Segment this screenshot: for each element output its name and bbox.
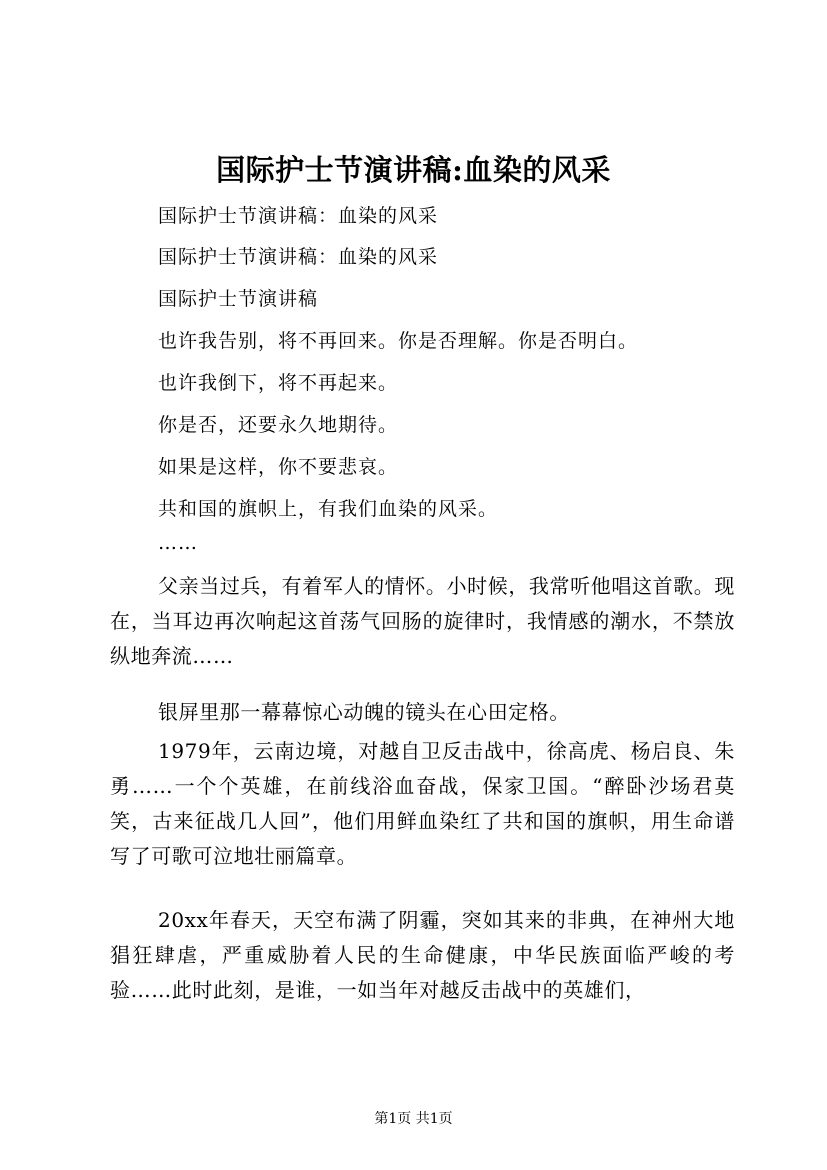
text-line: 如果是这样，你不要悲哀。 [158,456,399,478]
ellipsis-line: …… [158,532,198,554]
paragraph: 20xx年春天，天空布满了阴霾，突如其来的非典，在神州大地猖狂肆虐，严重威胁着人民的生命健康，中华民族面临严峻的考验……此时此刻，是谁，一如当年对越反击战中的英雄们， [110,908,735,1002]
paragraph: 银屏里那一幕幕惊心动魄的镜头在心田定格。 [158,700,570,724]
text-line: 也许我告别，将不再回来。你是否理解。你是否明白。 [158,330,639,352]
text-line: 国际护士节演讲稿：血染的风采 [158,205,439,227]
text-line: 也许我倒下，将不再起来。 [158,372,399,394]
document-title: 国际护士节演讲稿:血染的风采 [216,153,611,187]
paragraph: 父亲当过兵，有着军人的情怀。小时候，我常听他唱这首歌。现在，当耳边再次响起这首荡气回肠的旋律时，我情感的潮水，不禁放纵地奔流…… [110,574,735,668]
page-footer: 第1页 共1页 [374,1111,453,1127]
paragraph: 1979年，云南边境，对越自卫反击战中，徐高虎、杨启良、朱勇……一个个英雄，在前线浴血奋战，保家卫国。“醉卧沙场君莫笑，古来征战几人回”，他们用鲜血染红了共和国的旗帜，用生命谱写了可歌可泣地壮丽篇章。 [110,739,735,868]
text-line: 共和国的旗帜上，有我们血染的风采。 [158,498,499,520]
text-line: 国际护士节演讲稿 [158,288,319,310]
text-line: 你是否，还要永久地期待。 [158,414,399,436]
text-line: 国际护士节演讲稿：血染的风采 [158,246,439,268]
